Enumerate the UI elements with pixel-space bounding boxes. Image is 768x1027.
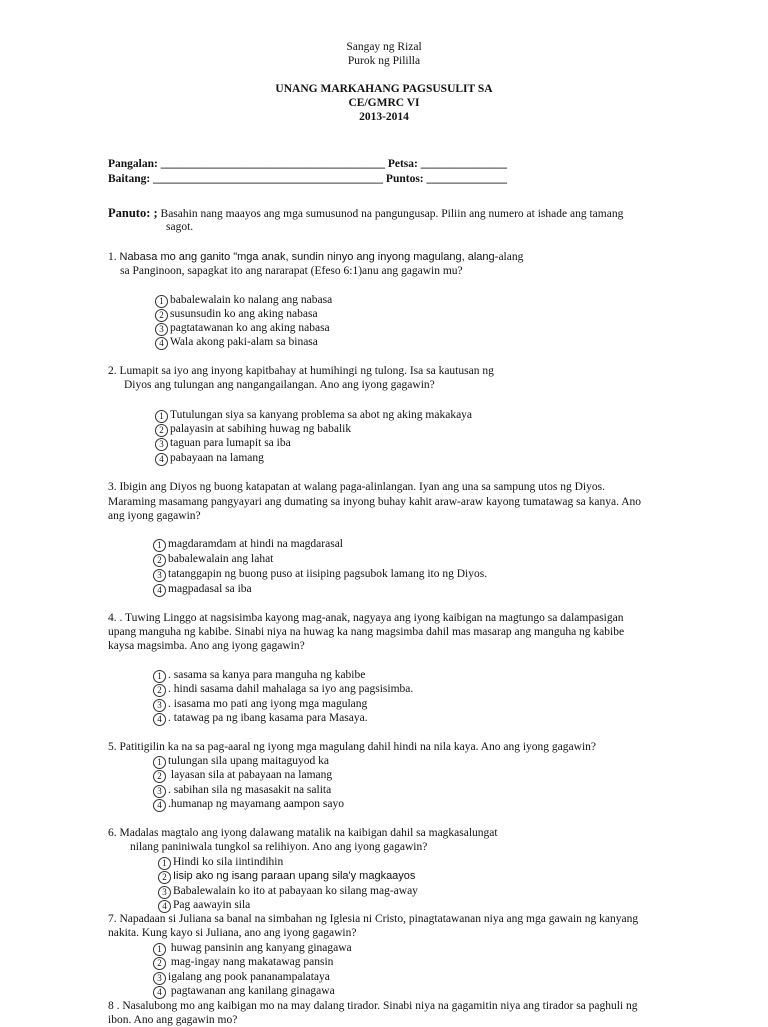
district-name: Purok ng Pililla (347, 55, 421, 67)
answer-bubble[interactable]: 1 (153, 670, 166, 683)
choice-1-4[interactable]: 4 Wala akong paki-alam sa binasa (155, 335, 318, 350)
question-5: 5. Patitigilin ka na sa pag-aaral ng iyong mga magulang dahil hindi na nila kaya. Ano ang iyong gagawin? (108, 741, 596, 753)
choice-6-1[interactable]: 1 Hindi ko sila iintindihin (158, 855, 283, 870)
answer-bubble[interactable]: 3 (153, 699, 166, 712)
choice-5-4[interactable]: 4 .humanap ng mayamang aampon sayo (153, 797, 344, 812)
choice-1-3[interactable]: 3 pagtatawanan ko ang aking nabasa (155, 321, 330, 336)
question-6-cont: nilang paniniwala tungkol sa relihiyon. Ano ang iyong gagawin? (130, 841, 428, 853)
instructions-text-cont: sagot. (166, 221, 194, 233)
grade-score-field: Baitang: ________________________________________ Puntos: ______________ (108, 173, 507, 185)
answer-bubble[interactable]: 3 (153, 785, 166, 798)
answer-bubble[interactable]: 2 (153, 554, 166, 567)
answer-bubble[interactable]: 2 (155, 309, 168, 322)
answer-bubble[interactable]: 4 (155, 453, 168, 466)
answer-bubble[interactable]: 2 (155, 424, 168, 437)
choice-6-3[interactable]: 3 Babalewalain ko ito at pabayaan ko silang mag-away (158, 884, 418, 899)
question-7: 7. Napadaan si Juliana sa banal na simbahan ng Iglesia ni Cristo, pinagtatawanan niya ang mga gawain ng kanyang (108, 913, 639, 925)
answer-bubble[interactable]: 2 (158, 871, 171, 884)
school-year: 2013-2014 (359, 111, 409, 123)
branch-name: Sangay ng Rizal (346, 41, 422, 53)
choice-3-2[interactable]: 2 babalewalain ang lahat (153, 552, 273, 567)
choice-1-1[interactable]: 1 babalewalain ko nalang ang nabasa (155, 293, 332, 308)
answer-bubble[interactable]: 4 (158, 900, 171, 913)
question-2: 2. Lumapit sa iyo ang inyong kapitbahay at humihingi ng tulong. Isa sa kautusan ng (108, 365, 494, 377)
question-6: 6. Madalas magtalo ang iyong dalawang matalik na kaibigan dahil sa magkasalungat (108, 827, 498, 839)
question-8-cont: ibon. Ano ang gagawin mo? (108, 1014, 238, 1026)
choice-2-2[interactable]: 2 palayasin at sabihing huwag ng babalik (155, 422, 351, 437)
answer-bubble[interactable]: 2 (153, 684, 166, 697)
choice-7-4[interactable]: 4 pagtawanan ang kanilang ginagawa (153, 984, 335, 999)
choice-3-3[interactable]: 3 tatanggapin ng buong puso at iisiping pagsubok lamang ito ng Diyos. (153, 567, 487, 582)
choice-2-4[interactable]: 4 pabayaan na lamang (155, 451, 264, 466)
question-7-cont: nakita. Kung kayo si Juliana, ano ang iyong gagawin? (108, 927, 357, 939)
choice-3-1[interactable]: 1 magdaramdam at hindi na magdarasal (153, 537, 343, 552)
name-date-field: Pangalan: _______________________________________ Petsa: _______________ (108, 158, 507, 170)
answer-bubble[interactable]: 1 (153, 756, 166, 769)
choice-1-2[interactable]: 2 susunsudin ko ang aking nabasa (155, 307, 318, 322)
exam-title: UNANG MARKAHANG PAGSUSULIT SA (275, 83, 493, 95)
question-2-cont: Diyos ang tulungan ang nangangailangan. Ano ang iyong gagawin? (124, 379, 435, 391)
choice-6-4[interactable]: 4 Pag aawayin sila (158, 898, 250, 913)
question-1-cont: sa Panginoon, sapagkat ito ang nararapat (Efeso 6:1)anu ang gagawin mu? (120, 265, 463, 277)
answer-bubble[interactable]: 1 (153, 539, 166, 552)
answer-bubble[interactable]: 1 (153, 943, 166, 956)
choice-5-2[interactable]: 2 layasan sila at pabayaan na lamang (153, 768, 332, 783)
answer-bubble[interactable]: 4 (153, 713, 166, 726)
choice-3-4[interactable]: 4 magpadasal sa iba (153, 582, 252, 597)
answer-bubble[interactable]: 4 (155, 337, 168, 350)
instructions-text: Basahin nang maayos ang mga sumusunod na pangungusap. Piliin ang numero at ishade ang tamang (157, 208, 624, 220)
answer-bubble[interactable]: 3 (153, 972, 166, 985)
answer-bubble[interactable]: 2 (153, 957, 166, 970)
choice-4-2[interactable]: 2 . hindi sasama dahil mahalaga sa iyo ang pagsisimba. (153, 682, 413, 697)
answer-bubble[interactable]: 3 (155, 323, 168, 336)
exam-subject: CE/GMRC VI (348, 97, 420, 109)
question-8: 8 . Nasalubong mo ang kaibigan mo na may dalang tirador. Sinabi niya na gagamitin niya ang tirador sa paghuli ng (108, 1000, 638, 1012)
choice-5-1[interactable]: 1 tulungan sila upang maitaguyod ka (153, 754, 329, 769)
choice-2-3[interactable]: 3 taguan para lumapit sa iba (155, 436, 291, 451)
question-3-cont2: ang iyong gagawin? (108, 510, 201, 522)
instructions-label: Panuto: ; (108, 206, 158, 220)
choice-7-1[interactable]: 1 huwag pansinin ang kanyang ginagawa (153, 941, 352, 956)
choice-7-2[interactable]: 2 mag-ingay nang makatawag pansin (153, 955, 333, 970)
question-1-quote: Nabasa mo ang ganito "mga anak, sundin ninyo ang inyong magulang, alang (119, 251, 495, 263)
choice-4-3[interactable]: 3 . isasama mo pati ang iyong mga magulang (153, 697, 367, 712)
instructions (108, 206, 623, 221)
answer-bubble[interactable]: 1 (155, 295, 168, 308)
answer-bubble[interactable]: 1 (155, 410, 168, 423)
question-1: 1. Nabasa mo ang ganito "mga anak, sundin ninyo ang inyong magulang, alang-alang (108, 251, 524, 263)
question-3-cont: Maraming masamang pangyayari ang dumating sa inyong buhay kahit araw-araw kayong tumatawag sa kanya. Ano (108, 496, 641, 508)
question-3: 3. Ibigin ang Diyos ng buong katapatan at walang paga-alinlangan. Iyan ang una sa sampung utos ng Diyos. (108, 481, 605, 493)
choice-4-4[interactable]: 4 . tatawag pa ng ibang kasama para Masaya. (153, 711, 368, 726)
choice-6-2[interactable]: 2 Iisip ako ng isang paraan upang sila'y magkaayos (158, 869, 415, 884)
choice-2-1[interactable]: 1 Tutulungan siya sa kanyang problema sa abot ng aking makakaya (155, 408, 472, 423)
question-4-cont2: kaysa magsimba. Ano ang iyong gagawin? (108, 640, 305, 652)
question-4-cont: upang manguha ng kabibe. Sinabi niya na huwag ka nang magsimba dahil mas masarap ang manguha ng kabibe (108, 626, 625, 638)
answer-bubble[interactable]: 3 (153, 569, 166, 582)
answer-bubble[interactable]: 1 (158, 857, 171, 870)
answer-bubble[interactable]: 4 (153, 584, 166, 597)
choice-5-3[interactable]: 3 . sabihan sila ng masasakit na salita (153, 783, 331, 798)
answer-bubble[interactable]: 3 (155, 438, 168, 451)
question-4: 4. . Tuwing Linggo at nagsisimba kayong mag-anak, nagyaya ang iyong kaibigan na magtungo sa dalampasigan (108, 612, 624, 624)
choice-7-3[interactable]: 3 igalang ang pook pananampalataya (153, 970, 330, 985)
answer-bubble[interactable]: 3 (158, 886, 171, 899)
answer-bubble[interactable]: 4 (153, 986, 166, 999)
answer-bubble[interactable]: 4 (153, 799, 166, 812)
choice-4-1[interactable]: 1 . sasama sa kanya para manguha ng kabibe (153, 668, 365, 683)
answer-bubble[interactable]: 2 (153, 770, 166, 783)
